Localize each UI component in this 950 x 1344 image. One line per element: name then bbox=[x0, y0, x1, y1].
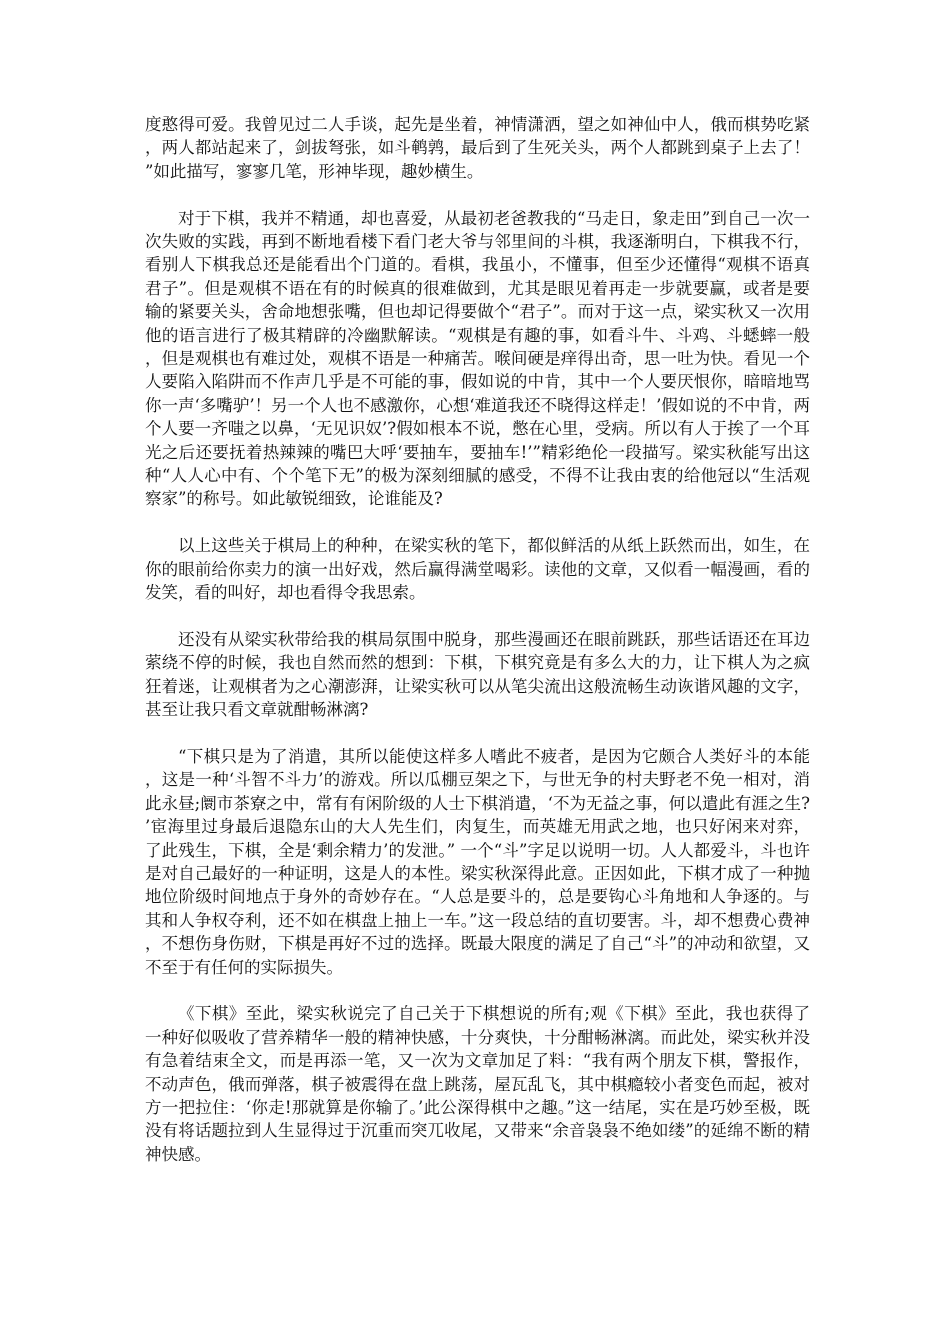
paragraph: 度憨得可爱。我曾见过二人手谈，起先是坐着，神情潇洒，望之如神仙中人，俄而棋势吃紧，两人都站起来了，剑拔弩张，如斗鹌鹑，最后到了生死关头，两个人都跳到桌子上去了！”如此描写，寥寥几笔，形神毕现，趣妙横生。 bbox=[145, 115, 810, 181]
paragraph: “下棋只是为了消遣，其所以能使这样多人嗜此不疲者，是因为它颇合人类好斗的本能，这是一种‘斗智不斗力’的游戏。所以瓜棚豆架之下，与世无争的村夫野老不免一相对，消此永昼;阛市茶寮之中，常有有闲阶级的人士下棋消遣，‘不为无益之事，何以遣此有涯之生?’宦海里过身最后退隐东山的大人先生们，肉复生，而英雄无用武之地，也只好闲来对弈，了此残生，下棋，全是‘剩余精力’的发泄。” 一个“斗”字足以说明一切。人人都爱斗，斗也许是对自己最好的一种证明，这是人的本性。梁实秋深得此意。正因如此，下棋才成了一种抛地位阶级时间地点于身外的奇妙存在。“人总是要斗的，总是要钩心斗角地和人争逐的。与其和人争权夺利，还不如在棋盘上抽上一车。”这一段总结的直切要害。斗，却不想费心费神，不想伤身伤财，下棋是再好不过的选择。既最大限度的满足了自己“斗”的冲动和欲望，又不至于有任何的实际损失。 bbox=[145, 746, 810, 977]
paragraph: 对于下棋，我并不精通，却也喜爱，从最初老爸教我的“马走日，象走田”到自己一次一次失败的实践，再到不断地看楼下看门老大爷与邻里间的斗棋，我逐渐明白，下棋我不行，看别人下棋我总还是能看出个门道的。看棋，我虽小，不懂事，但至少还懂得“观棋不语真君子”。但是观棋不语在有的时候真的很难做到，尤其是眼见着再走一步就要赢，或者是要输的紧要关头，舍命地想张嘴，但也却记得要做个“君子”。而对于这一点，梁实秋又一次用他的语言进行了极其精辟的冷幽默解读。“观棋是有趣的事，如看斗牛、斗鸡、斗蟋蟀一般，但是观棋也有难过处，观棋不语是一种痛苦。喉间硬是痒得出奇，思一吐为快。看见一个人要陷入陷阱而不作声几乎是不可能的事，假如说的中肯，其中一个人要厌恨你，暗暗地骂你一声‘多嘴驴’！另一个人也不感激你，心想‘难道我还不晓得这样走！’假如说的不中肯，两个人要一齐嗤之以鼻，‘无见识奴’?假如根本不说，憋在心里，受病。所以有人于挨了一个耳光之后还要抚着热辣辣的嘴巴大呼‘要抽车，要抽车!’”精彩绝伦一段描写。梁实秋能写出这种“人人心中有、个个笔下无”的极为深刻细腻的感受，不得不让我由衷的给他冠以“生活观察家”的称号。如此敏锐细致，论谁能及? bbox=[145, 208, 810, 509]
article-body bbox=[145, 113, 810, 1166]
paragraph: 还没有从梁实秋带给我的棋局氛围中脱身，那些漫画还在眼前跳跃，那些话语还在耳边萦绕不停的时候，我也自然而然的想到：下棋，下棋究竟是有多么大的力，让下棋人为之疯狂着迷，让观棋者为之心潮澎湃，让梁实秋可以从笔尖流出这般流畅生动诙谐风趣的文字，甚至让我只看文章就酣畅淋漓? bbox=[145, 629, 810, 720]
paragraph: 以上这些关于棋局上的种种，在梁实秋的笔下，都似鲜活的从纸上跃然而出，如生，在你的眼前给你卖力的演一出好戏，然后赢得满堂喝彩。读他的文章，又似看一幅漫画，看的发笑，看的叫好，却也看得令我思索。 bbox=[145, 536, 810, 603]
paragraph: 《下棋》至此，梁实秋说完了自己关于下棋想说的所有;观《下棋》至此，我也获得了一种好似吸收了营养精华一般的精神快感，十分爽快，十分酣畅淋漓。而此处，梁实秋并没有急着结束全文，而是再添一笔，又一次为文章加足了料：“我有两个朋友下棋，警报作，不动声色，俄而弹落，棋子被震得在盘上跳荡，屋瓦乱飞，其中棋瘾较小者变色而起，被对方一把拉住：‘你走!那就算是你输了。’此公深得棋中之趣。”这一结尾，实在是巧妙至极，既没有将话题拉到人生显得过于沉重而突兀收尾，又带来“余音袅袅不绝如缕”的延绵不断的精神快感。 bbox=[145, 1004, 810, 1164]
